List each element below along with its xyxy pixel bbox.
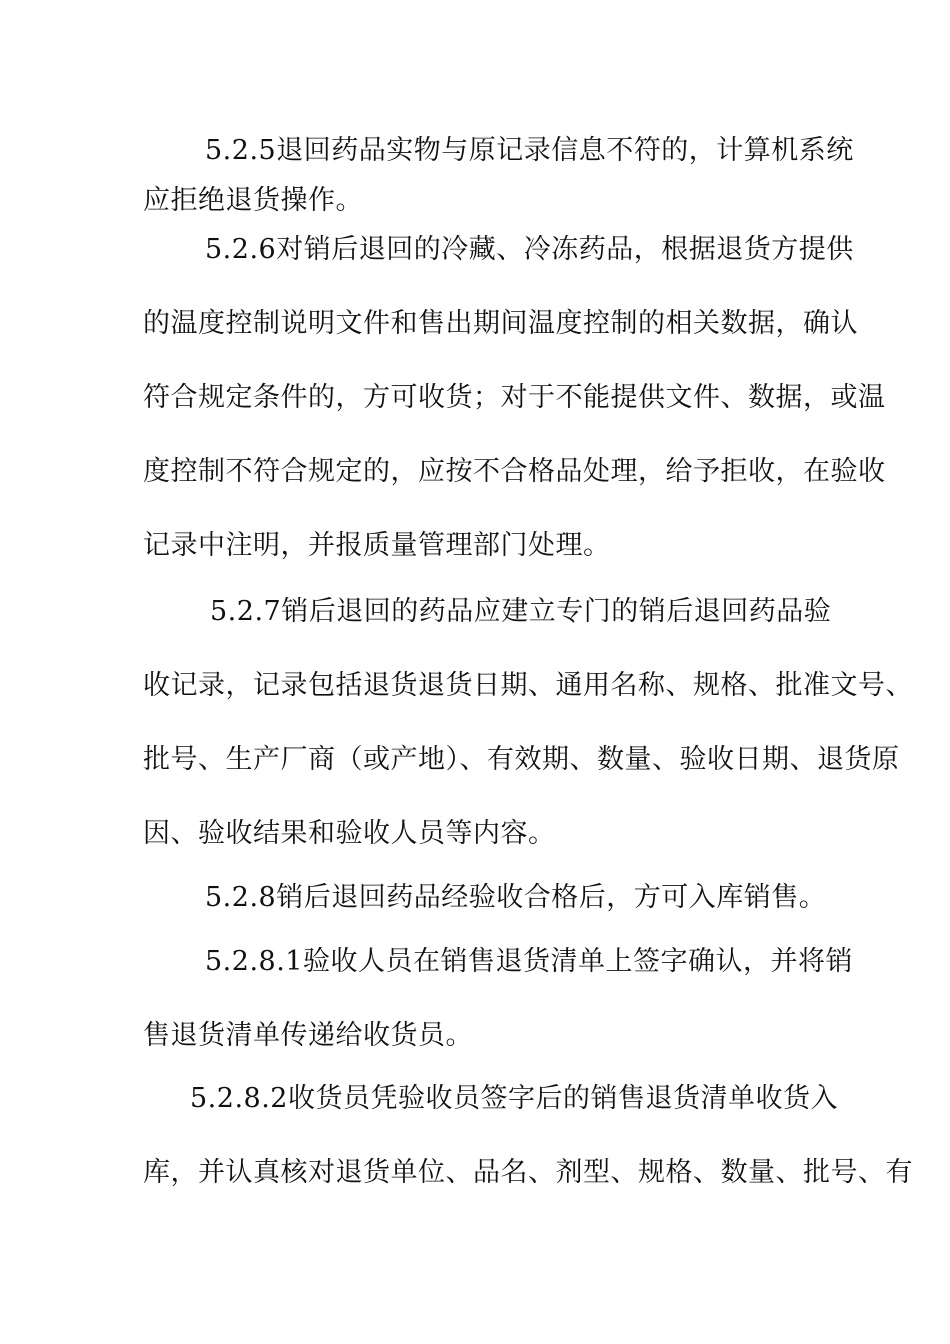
clause-5-2-7-line-3: 批号、生产厂商（或产地）、有效期、数量、验收日期、退货原 <box>143 744 900 775</box>
clause-5-2-6-line-3: 符合规定条件的，方可收货；对于不能提供文件、数据，或温 <box>143 382 886 413</box>
clause-5-2-8-2-line-2: 库，并认真核对退货单位、品名、剂型、规格、数量、批号、有 <box>143 1157 913 1188</box>
clause-5-2-6-line-1: 5.2.6对销后退回的冷藏、冷冻药品，根据退货方提供 <box>205 234 854 265</box>
clause-5-2-5-line-2: 应拒绝退货操作。 <box>143 185 363 216</box>
clause-5-2-8-1-line-2: 售退货清单传递给收货员。 <box>143 1020 473 1051</box>
clause-5-2-6-line-5: 记录中注明，并报质量管理部门处理。 <box>143 530 611 561</box>
clause-5-2-7-line-1: 5.2.7销后退回的药品应建立专门的销后退回药品验 <box>210 596 832 627</box>
clause-5-2-8-1-line-1: 5.2.8.1验收人员在销售退货清单上签字确认，并将销 <box>205 946 853 977</box>
clause-5-2-6-line-4: 度控制不符合规定的，应按不合格品处理，给予拒收，在验收 <box>143 456 886 487</box>
clause-5-2-8-line-1: 5.2.8销后退回药品经验收合格后，方可入库销售。 <box>205 882 827 913</box>
clause-5-2-6-line-2: 的温度控制说明文件和售出期间温度控制的相关数据，确认 <box>143 308 858 339</box>
clause-5-2-8-2-line-1: 5.2.8.2收货员凭验收员签字后的销售退货清单收货入 <box>190 1083 838 1114</box>
clause-5-2-7-line-4: 因、验收结果和验收人员等内容。 <box>143 818 556 849</box>
clause-5-2-7-line-2: 收记录，记录包括退货退货日期、通用名称、规格、批准文号、 <box>143 670 913 701</box>
clause-5-2-5-line-1: 5.2.5退回药品实物与原记录信息不符的，计算机系统 <box>205 135 854 166</box>
